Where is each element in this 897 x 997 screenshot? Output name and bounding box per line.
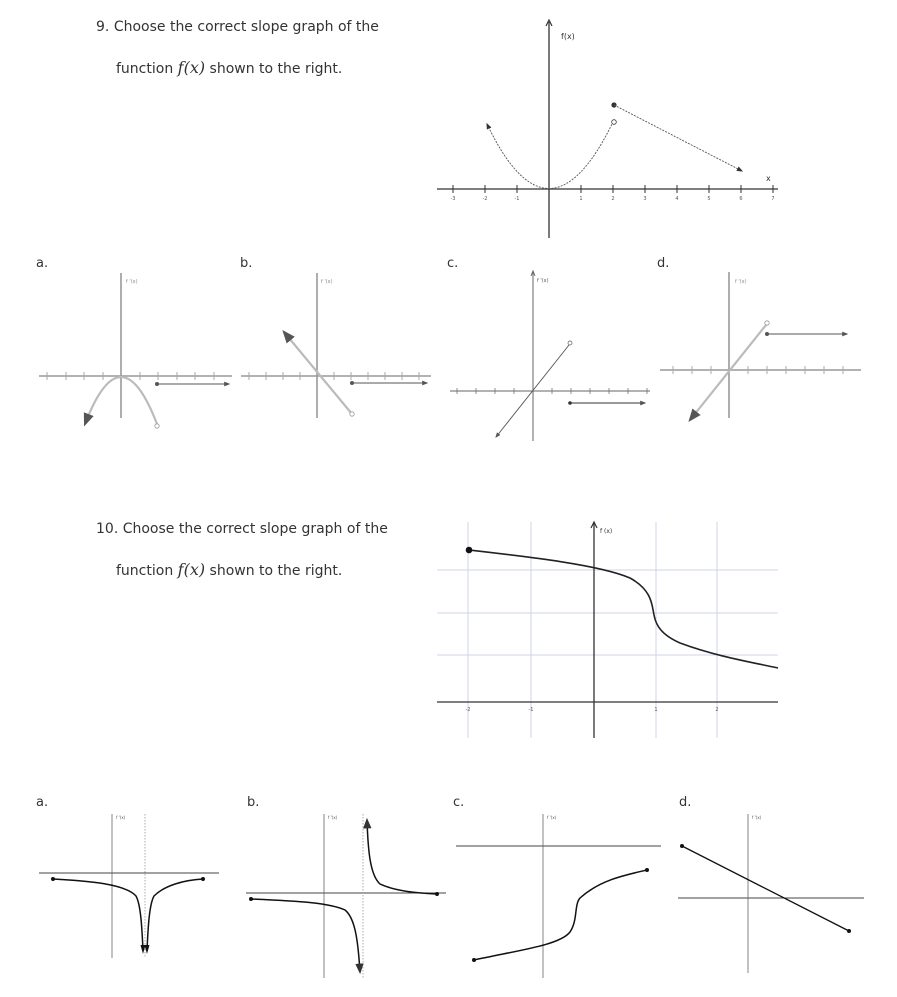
q9c-y-label: f '(x) <box>537 278 549 284</box>
q9-option-c-graph <box>450 271 650 441</box>
q10-closed-endpoint <box>466 547 473 554</box>
q9-tick-label: 6 <box>739 196 743 202</box>
q9-option-a-graph <box>39 273 232 428</box>
q10-option-a-label: a. <box>36 795 49 810</box>
q9-tick-label: 1 <box>579 196 583 202</box>
q10-option-c-label: c. <box>453 795 465 810</box>
q10-main-y-label: f (x) <box>600 528 613 535</box>
q9b-y-label: f '(x) <box>321 279 333 285</box>
q9-option-c-label: c. <box>447 256 459 271</box>
q10-number: 10. <box>96 521 119 537</box>
q10-tick-label: 1 <box>654 707 658 713</box>
q9-prompt: Choose the correct slope graph of the <box>113 19 379 35</box>
q9-option-a-label: a. <box>36 256 49 271</box>
q9-function: f(x) <box>177 58 206 77</box>
q10-prompt-pre: function <box>116 563 174 579</box>
q10-option-b-label: b. <box>247 795 260 810</box>
q10-main-curve <box>469 550 778 668</box>
q9-tick-label: -3 <box>450 196 456 202</box>
q9-option-d-graph <box>660 272 861 420</box>
q9-main-graph <box>437 20 778 238</box>
q10-option-c-graph <box>456 814 661 978</box>
q10b-y-label: f '(x) <box>328 815 338 820</box>
q9-prompt-post: shown to the right. <box>209 61 343 77</box>
q9d-y-label: f '(x) <box>735 279 747 285</box>
q9a-y-label: f '(x) <box>126 279 138 285</box>
q9-tick-label: 7 <box>771 196 775 202</box>
q9-main-y-label: f(x) <box>561 32 575 41</box>
q10d-y-label: f '(x) <box>752 815 762 820</box>
q9-option-b-graph <box>241 273 431 418</box>
q9-prompt-pre: function <box>116 61 174 77</box>
q10-tick-label: -2 <box>465 707 471 713</box>
q10c-y-label: f '(x) <box>547 815 557 820</box>
q9-parabola-curve <box>487 122 613 189</box>
q9-tick-label: -1 <box>514 196 520 202</box>
q9-tick-label: 4 <box>675 196 679 202</box>
q10-prompt: Choose the correct slope graph of the <box>122 521 388 537</box>
q9-main-x-label: x <box>766 174 771 183</box>
q10-option-a-graph <box>39 814 219 958</box>
q10-main-graph <box>437 522 778 738</box>
q9-option-d-label: d. <box>657 256 670 271</box>
q9-tick-label: -2 <box>482 196 488 202</box>
q10-prompt-post: shown to the right. <box>209 563 343 579</box>
q10-function: f(x) <box>177 560 206 579</box>
q9-tick-label: 3 <box>643 196 647 202</box>
q9-tick-label: 2 <box>611 196 615 202</box>
q9-open-endpoint <box>612 120 617 125</box>
q10-tick-label: -1 <box>528 707 534 713</box>
q9-line-segment <box>614 105 742 171</box>
q10-option-b-graph <box>246 814 446 978</box>
q9-tick-label: 5 <box>707 196 711 202</box>
q9-option-b-label: b. <box>240 256 253 271</box>
q10-option-d-label: d. <box>679 795 692 810</box>
q10-option-d-graph <box>678 814 864 973</box>
q9-number: 9. <box>96 19 110 35</box>
q10a-y-label: f '(x) <box>116 815 126 820</box>
q10-tick-label: 2 <box>715 707 719 713</box>
